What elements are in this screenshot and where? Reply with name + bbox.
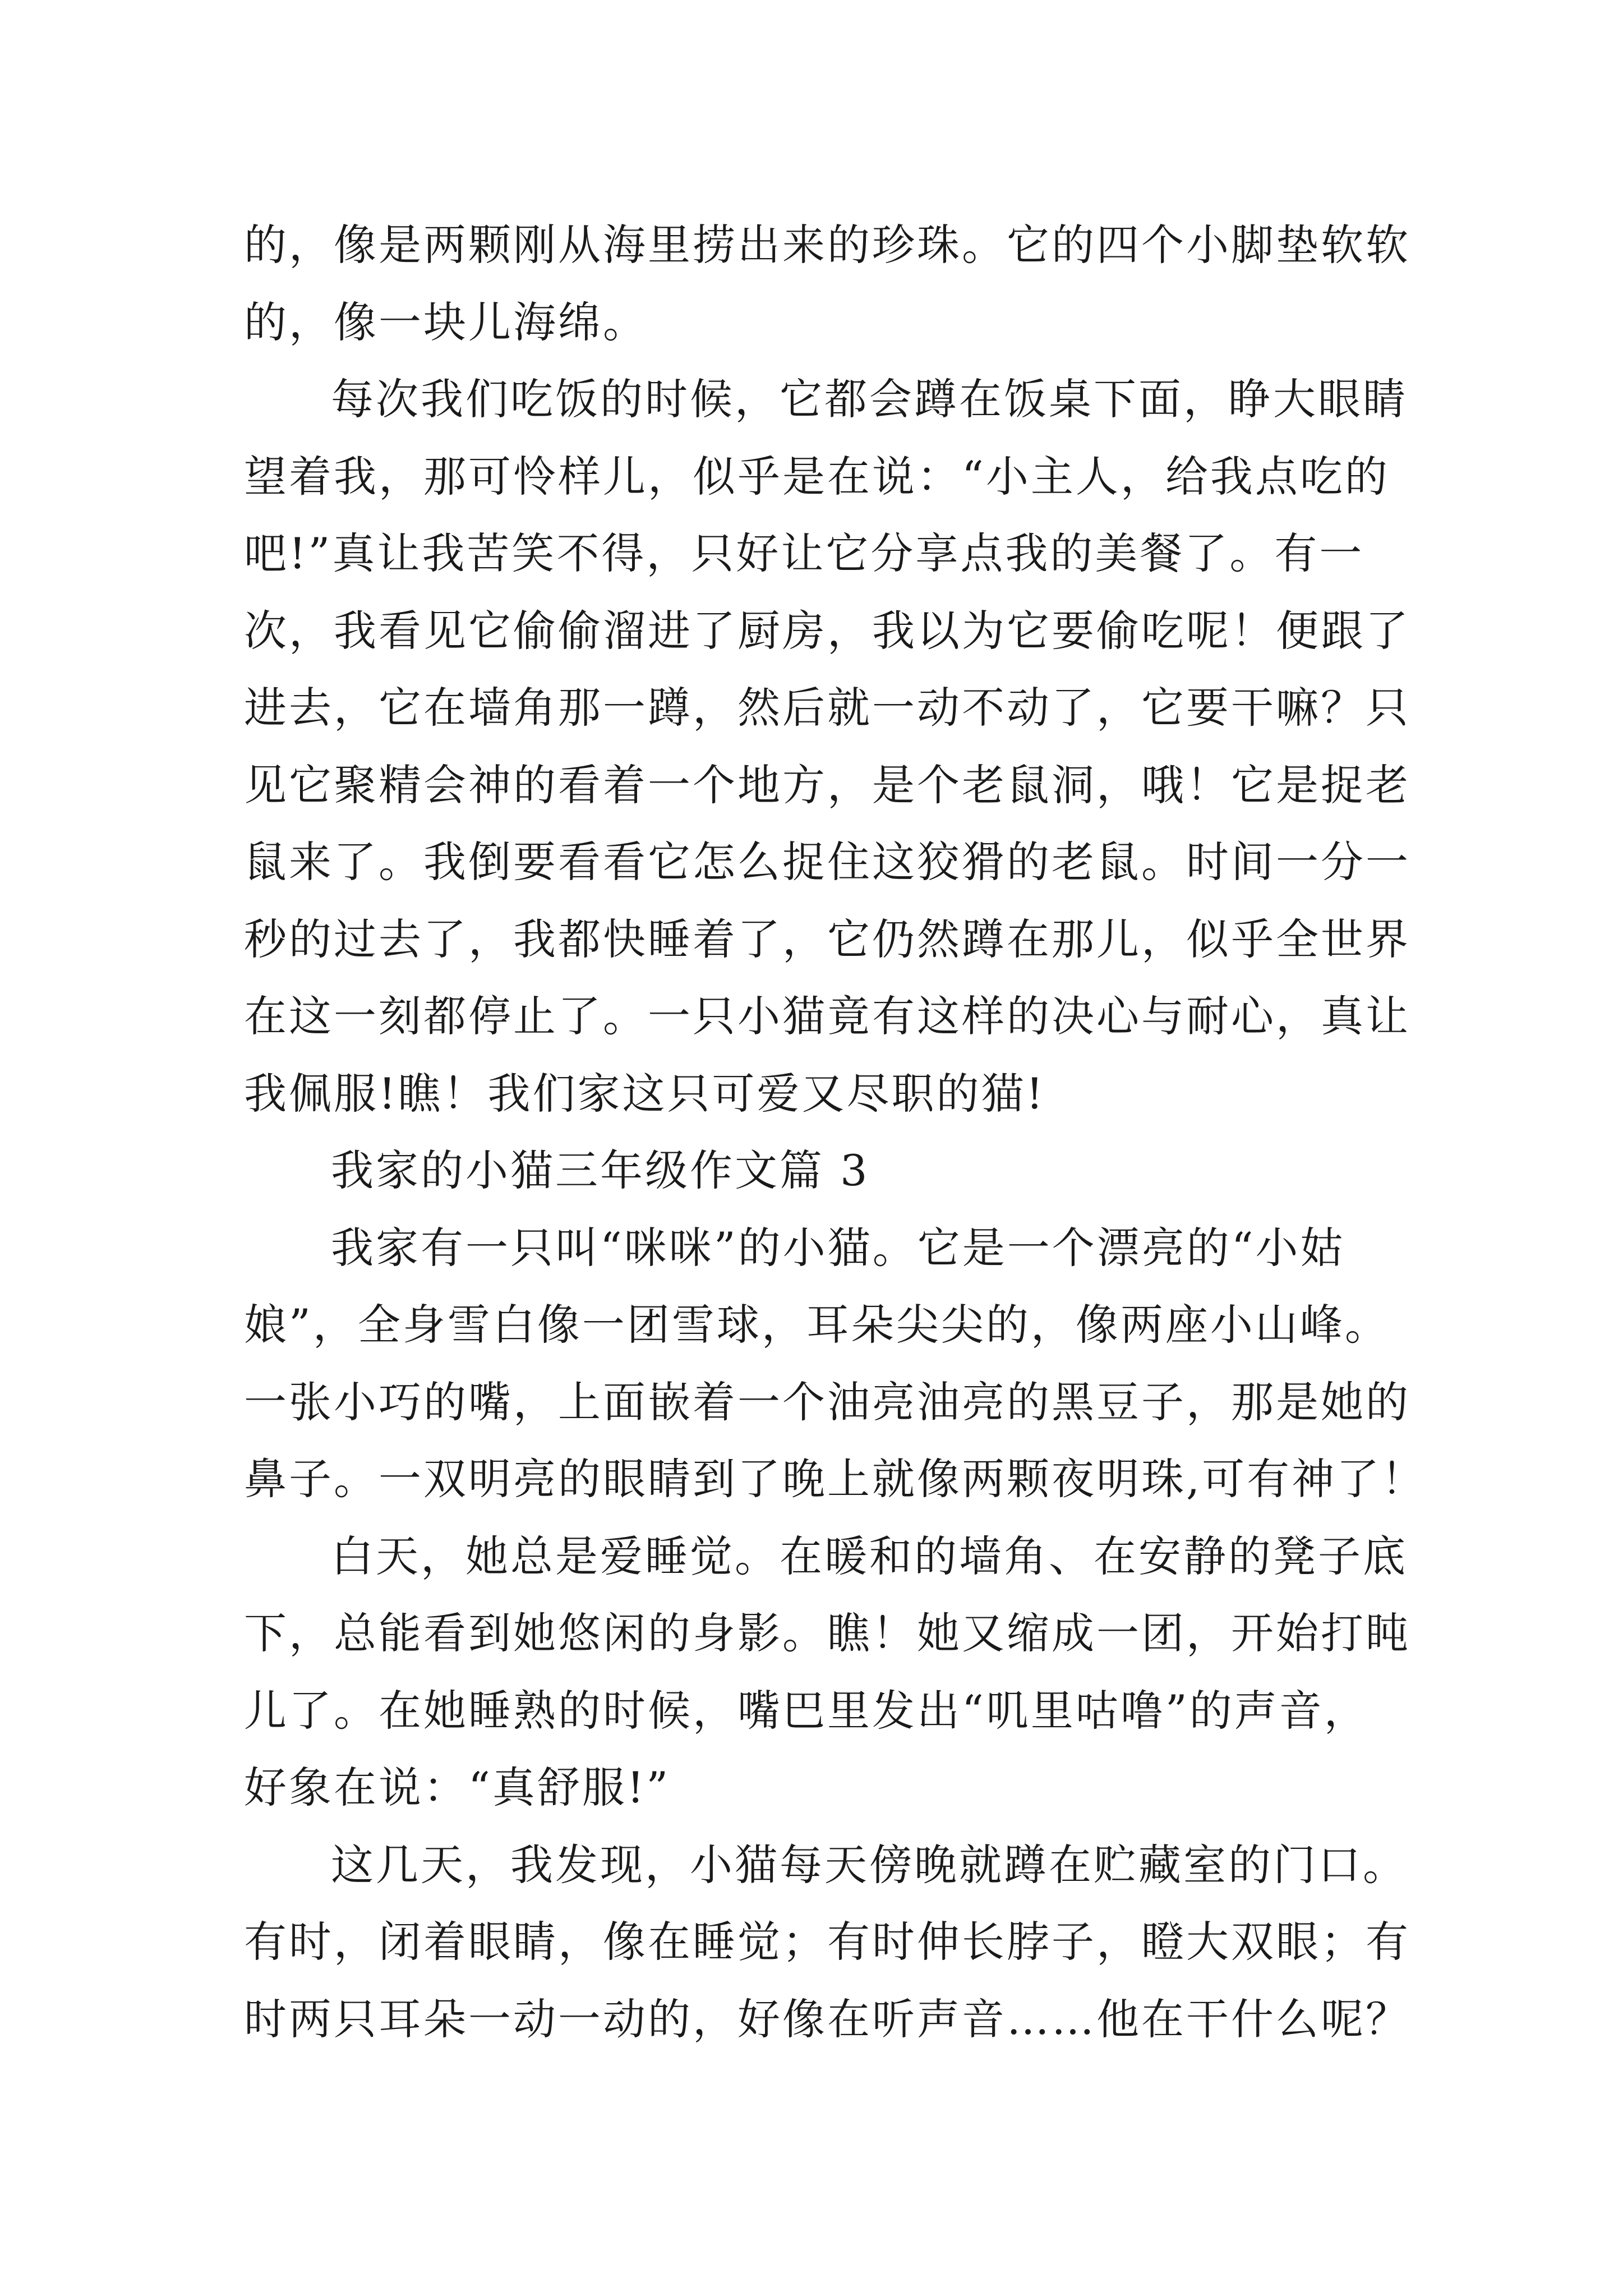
text-line: 望着我，那可怜样儿，似乎是在说：“小主人，给我点吃的 bbox=[244, 451, 1390, 501]
text-line: 进去，它在墙角那一蹲，然后就一动不动了，它要干嘛？只 bbox=[244, 683, 1410, 733]
text-line: 的，像是两颗刚从海里捞出来的珍珠。它的四个小脚垫软软 bbox=[244, 220, 1410, 270]
text-line: 秒的过去了，我都快睡着了，它仍然蹲在那儿，似乎全世界 bbox=[244, 914, 1410, 964]
text-line: 在这一刻都停止了。一只小猫竟有这样的决心与耐心，真让 bbox=[244, 991, 1410, 1041]
text-line: 下，总能看到她悠闲的身影。瞧！她又缩成一团，开始打盹 bbox=[244, 1608, 1410, 1658]
essay-text bbox=[244, 206, 1427, 2058]
paragraph-start-line: 每次我们吃饭的时候，它都会蹲在饭桌下面，睁大眼睛 bbox=[331, 374, 1408, 424]
text-line: 时两只耳朵一动一动的，好像在听声音……他在干什么呢？ bbox=[244, 1994, 1410, 2044]
text-line: 儿了。在她睡熟的时候，嘴巴里发出“叽里咕噜”的声音， bbox=[244, 1685, 1369, 1736]
paragraph-start-line: 白天，她总是爱睡觉。在暖和的墙角、在安静的凳子底 bbox=[331, 1531, 1408, 1581]
text-line: 鼠来了。我倒要看看它怎么捉住这狡猾的老鼠。时间一分一 bbox=[244, 837, 1410, 887]
text-line: 鼻子。一双明亮的眼睛到了晚上就像两颗夜明珠,可有神了！ bbox=[244, 1454, 1427, 1504]
text-line: 见它聚精会神的看着一个地方，是个老鼠洞，哦！它是捉老 bbox=[244, 760, 1410, 810]
text-line: 好象在说：“真舒服!” bbox=[244, 1763, 671, 1812]
paragraph-start-line: 我家有一只叫“咪咪”的小猫。它是一个漂亮的“小姑 bbox=[331, 1222, 1345, 1273]
text-line: 次，我看见它偷偷溜进了厨房，我以为它要偷吃呢！便跟了 bbox=[244, 605, 1410, 656]
text-line: 我佩服!瞧！我们家这只可爱又尽职的猫! bbox=[244, 1068, 1046, 1119]
text-line: 娘”，全身雪白像一团雪球，耳朵尖尖的，像两座小山峰。 bbox=[244, 1300, 1390, 1350]
text-line: 的，像一块儿海绵。 bbox=[244, 297, 648, 347]
section-heading: 我家的小猫三年级作文篇 3 bbox=[331, 1145, 870, 1195]
paragraph-start-line: 这几天，我发现，小猫每天傍晚就蹲在贮藏室的门口。 bbox=[331, 1839, 1408, 1890]
text-line: 吧!”真让我苦笑不得，只好让它分享点我的美餐了。有一 bbox=[244, 528, 1364, 578]
text-line: 有时，闭着眼睛，像在睡觉；有时伸长脖子，瞪大双眼；有 bbox=[244, 1917, 1410, 1967]
text-line: 一张小巧的嘴，上面嵌着一个油亮油亮的黑豆子，那是她的 bbox=[244, 1377, 1410, 1427]
